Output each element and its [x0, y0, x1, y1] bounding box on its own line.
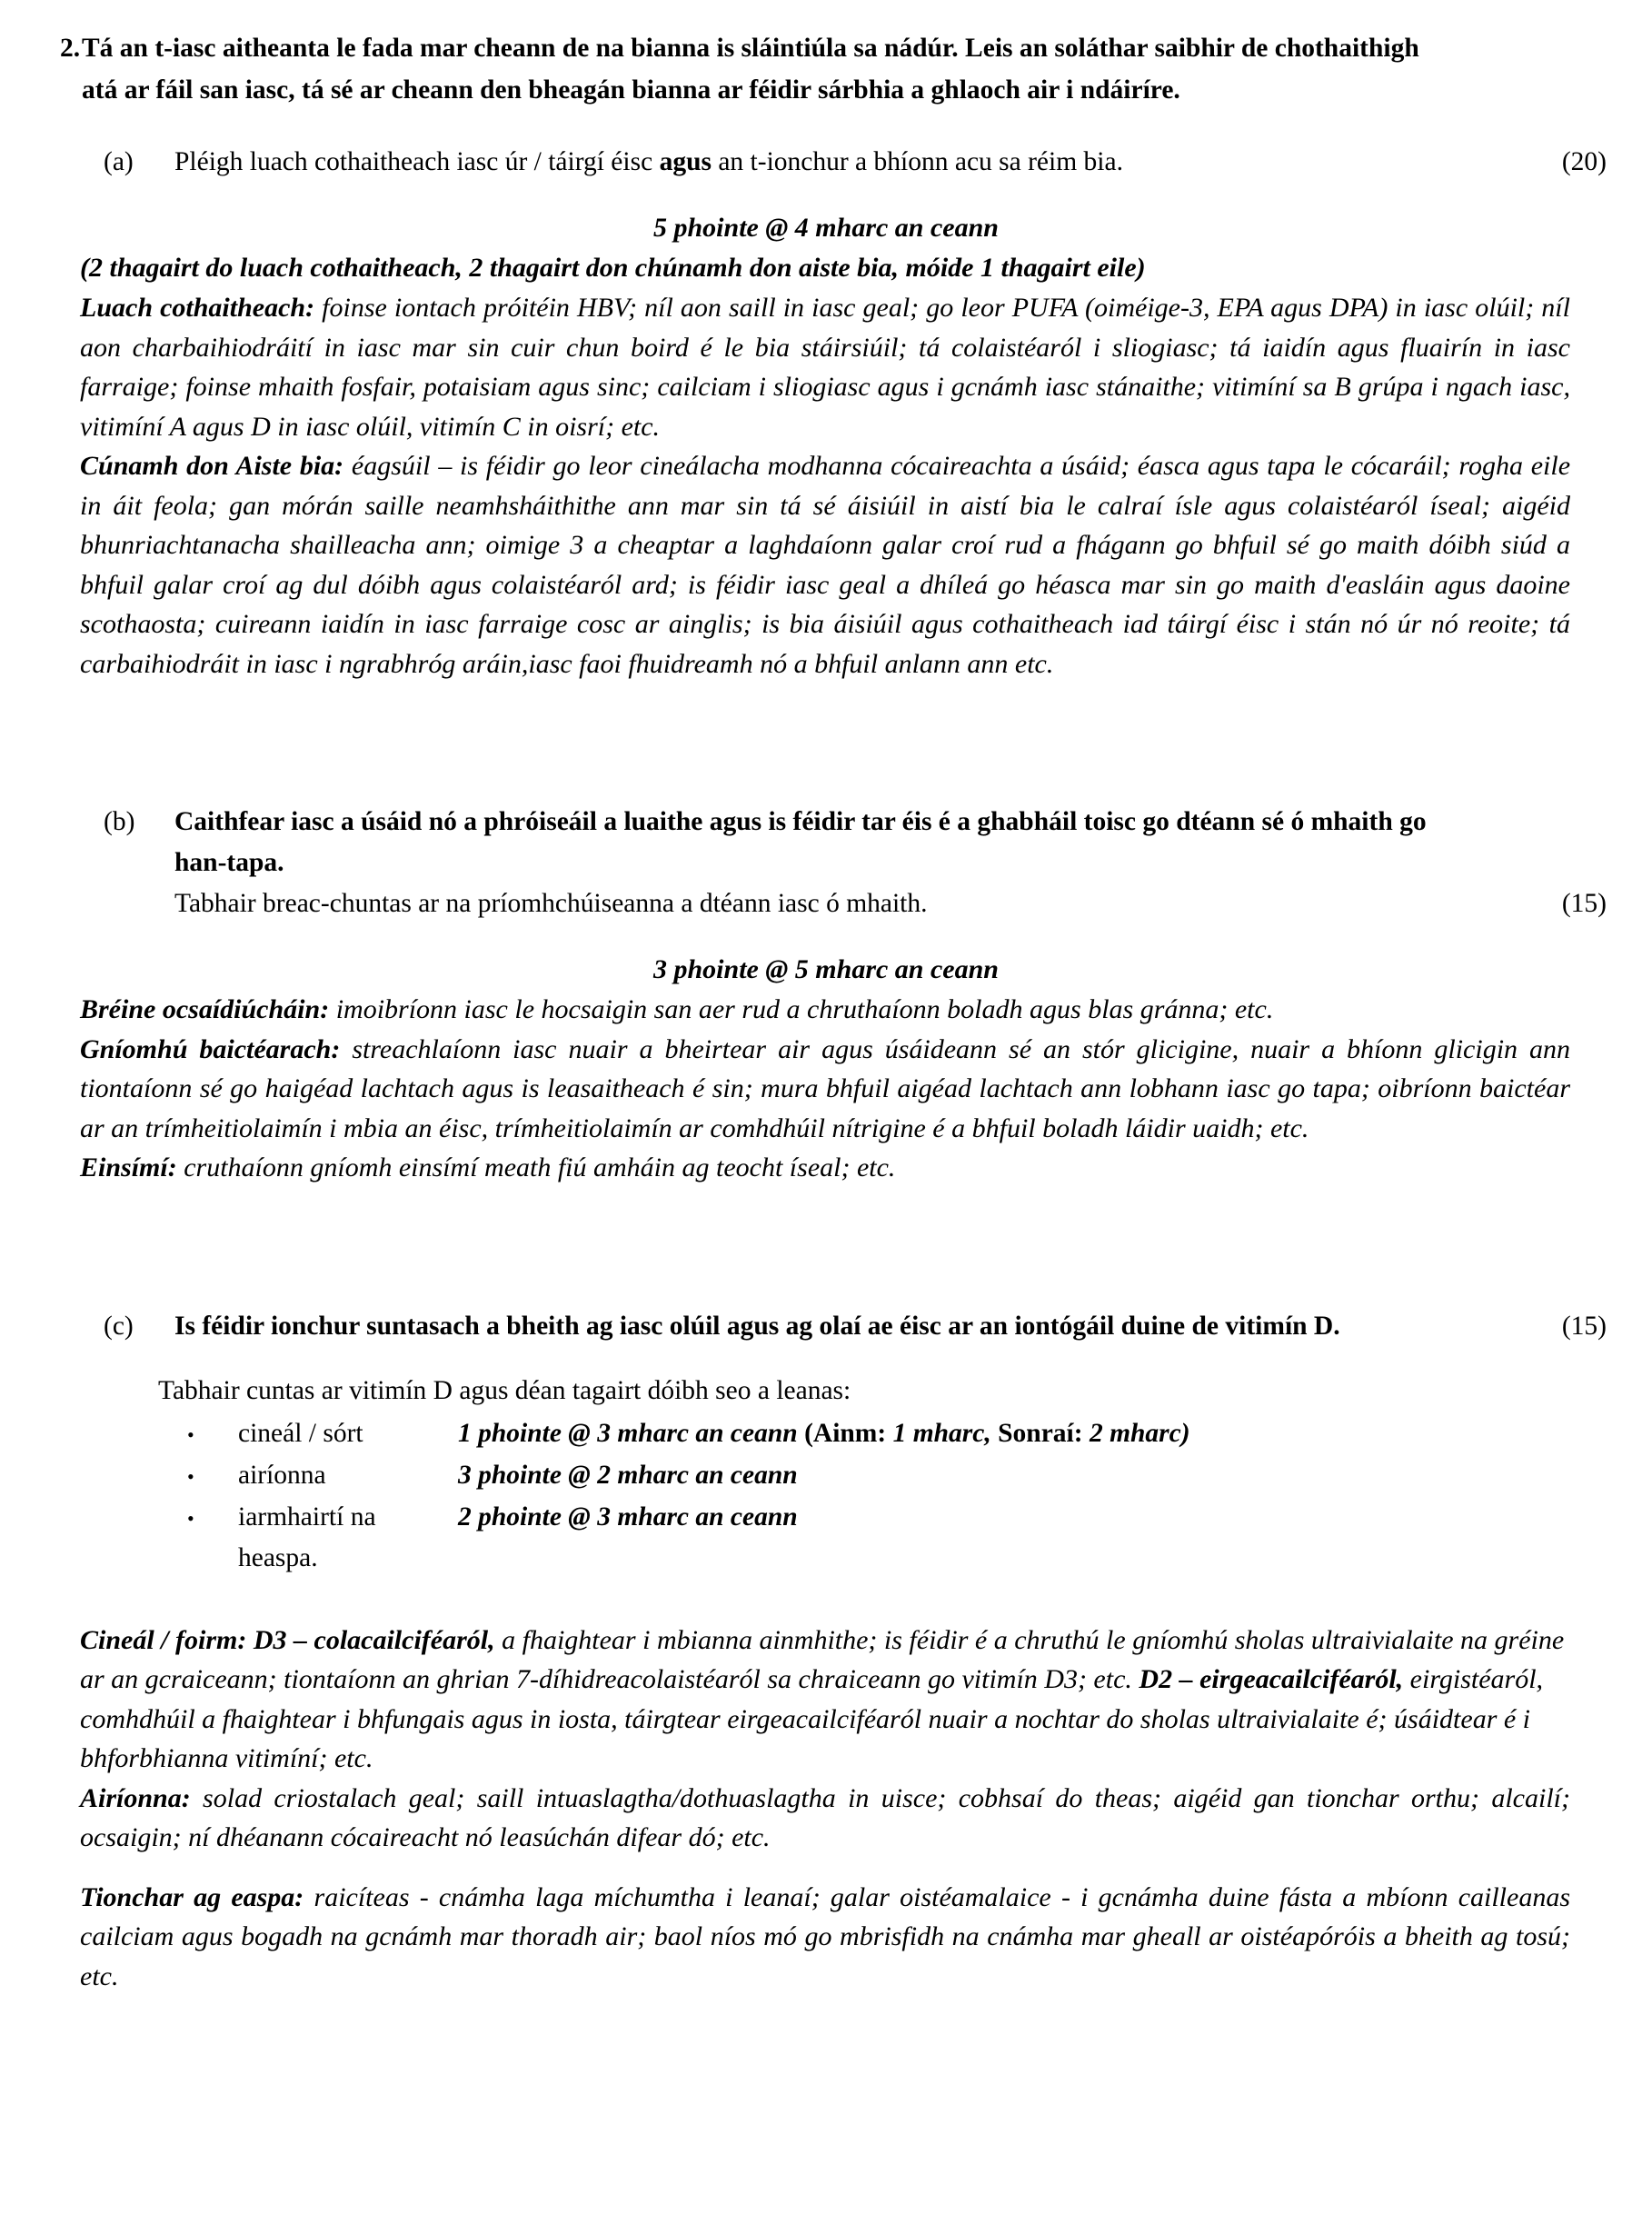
spacer-before-part-c-answers [25, 1579, 1627, 1621]
part-a-scheme-subheading: (2 thagairt do luach cothaitheach, 2 thagairt don chúnamh don aiste bia, móide 1 thagairt eile) [80, 253, 1146, 283]
bullet-suffix-bold-2: Sonraí: [990, 1418, 1083, 1448]
bullet-icon: • [187, 1506, 194, 1530]
part-c-marks-text: (15) [1561, 1311, 1607, 1341]
part-b-answer-3-lead: Einsímí: [80, 1152, 177, 1182]
part-c-answer-3 [25, 1878, 1627, 1997]
list-item [187, 1413, 1627, 1455]
spacer-before-last-answer [25, 1858, 1627, 1878]
part-c-bullet-list [25, 1413, 1627, 1579]
bullet-icon: • [187, 1464, 194, 1488]
part-c-answer-1 [25, 1621, 1627, 1779]
part-c-answer-1-body-2: eirgistéaról, comhdhúil a fhaightear i bhfungais agus in iosta, táirgtear eirgeacailciféaról nuair a nochtar do sholas ultraivialaite é; úsáidtear é i bhforbhianna vitimíní; etc. [80, 1664, 1544, 1773]
part-a-answer-2-body: éagsúil – is féidir go leor cineálacha modhanna cócaireachta a úsáid; éasca agus tapa le cócaráil; rogha eile in áit feola; gan mórán saille neamhsháithithe ann mar sin tá sé áisiúil in aistí bia le calraí ísle agus colaistéaról íseal; aigéid bhunriachtanacha shailleacha ann; oimige 3 a cheaptar a laghdaíonn galar croí rud a fhágann go bhfuil sé go maith dóibh siúd a bhfuil galar croí ag dul dóibh agus colaistéaról ard; is féidir iasc geal a dhíleá go héasca mar sin go maith d'easláin agus daoine scothaosta; cuireann iaidín in iasc farraige cosc ar ainglis; is bia áisiúil agus cothaitheach iad táirgí éisc i stán nó úr nó reoite; tá carbaihiodráit in iasc i ngrabhróg aráin,iasc faoi fhuidreamh nó a bhfuil anlann ann etc. [80, 451, 1571, 679]
bullet-mark: 2 phointe @ 3 mharc an ceann [458, 1502, 798, 1532]
part-a-marks: (20) [1561, 147, 1607, 176]
part-a-bold-word: agus [659, 147, 712, 176]
part-a-scheme-heading: 5 phointe @ 4 mharc an ceann [652, 213, 999, 243]
part-c-marks [1498, 1306, 1627, 1347]
list-item [187, 1455, 1627, 1497]
bullet-mark [458, 1413, 1627, 1454]
part-c-answer-2-body: solad criostalach geal; saill intuaslagtha/dothuaslagtha in uisce; cobhsaí do theas; aigéid gan tionchar orthu; alcailí; ocsaigin; ní dhéanann cócaireacht nó leasúchán difear dó; etc. [80, 1782, 1570, 1852]
bullet-suffix-italic-1: 1 mharc, [886, 1418, 991, 1448]
part-b-answer-1-body: imoibríonn iasc le hocsaigin san aer rud a chruthaíonn boladh agus blas gránna; etc. [329, 994, 1274, 1024]
part-a-text-after: an t-ionchur a bhíonn acu sa réim bia. [711, 147, 1123, 176]
part-b-instruction: Tabhair breac-chuntas ar na príomhchúiseanna a dtéann iasc ó mhaith. [174, 889, 928, 918]
spacer-after-part-b [25, 1188, 1627, 1275]
bullet-mark-value: 1 phointe @ 3 mharc an ceann [458, 1418, 798, 1448]
part-c-answer-1-body: a fhaightear i mbianna ainmhithe; is féidir é a chruthú le gníomhú sholas ultraivialaite na gréine ar an gcraiceann; tiontaíonn an ghrian 7-díhidreacolaistéaról sa chraiceann go vitimín D3; etc. [80, 1624, 1565, 1694]
part-b-answer-2 [25, 1030, 1627, 1149]
part-b-stem [174, 802, 1498, 924]
part-b-answer-2-lead: Gníomhú baictéarach: [80, 1033, 341, 1064]
part-b-answer-1 [25, 990, 1627, 1030]
part-b-label: (b) [104, 807, 135, 836]
question-number: 2. [60, 34, 81, 63]
bullet-mark: 3 phointe @ 2 mharc an ceann [458, 1460, 798, 1490]
part-c-answer-3-lead: Tionchar ag easpa: [80, 1881, 304, 1912]
part-a-answer-2-lead: Cúnamh don Aiste bia: [80, 451, 344, 481]
spacer-after-part-a [25, 683, 1627, 771]
part-b-scheme-heading: 3 phointe @ 5 mharc an ceann [652, 954, 999, 984]
part-c-lead-in: Tabhair cuntas ar vitimín D agus déan tagairt dóibh seo a leanas: [158, 1375, 851, 1405]
part-c-answer-3-body: raicíteas - cnámha laga míchumtha i leanaí; galar oistéamalaice - i gcnámha duine fásta a mbíonn cailleanas cailciam agus bogadh na gcnámh mar thoradh air; baol níos mó go mbrisfidh na cnámha mar gheall ar oistéapóróis a bheith ag tosú; etc. [80, 1881, 1570, 1991]
bullet-icon: • [187, 1422, 194, 1446]
part-c-answer-1-lead: Cineál / foirm: D3 – colacailciféaról, [80, 1624, 495, 1655]
part-b-answer-2-body: streachlaíonn iasc nuair a bheirtear air agus úsáideann sé an stór glicigine, nuair a bhíonn glicigin ann tiontaíonn sé go haigéad lachtach agus is leasaitheach é sin; mura bhfuil aigéad lachtach ann lobhann iasc go tapa; oibríonn baictéar ar an trímheitiolaimín i mbia an éisc, trímheitiolaimín ar comhdhúil nítrigine é a bhfuil boladh láidir uaidh; etc. [80, 1033, 1571, 1143]
part-a-row [25, 142, 1627, 183]
part-a-answer-1-lead: Luach cothaitheach: [80, 293, 315, 323]
part-a-text-before: Pléigh luach cothaitheach iasc úr / táirgí éisc [174, 147, 660, 176]
bullet-suffix-italic-2: 2 mharc) [1082, 1418, 1190, 1448]
bullet-suffix-bold-1: (Ainm: [797, 1418, 887, 1448]
bullet-label: airíonna [238, 1460, 326, 1490]
part-b-answer-3-body: cruthaíonn gníomh einsímí meath fiú amháin ag teocht íseal; etc. [176, 1152, 896, 1182]
question-header [25, 27, 1627, 111]
bullet-label: cineál / sórt [238, 1418, 363, 1448]
part-a-answer-1 [25, 288, 1627, 446]
bullet-label: iarmhairtí na heaspa. [238, 1502, 376, 1572]
part-b-stem-text: Caithfear iasc a úsáid nó a phróiseáil a luaithe agus is féidir tar éis é a ghabháil toisc go dtéann sé ó mhaith go han-tapa. [174, 807, 1427, 877]
part-c-answer-1-lead-2: D2 – eirgeacailciféaról, [1139, 1664, 1404, 1694]
part-b-marks [1498, 883, 1627, 924]
question-stem: Tá an t-iasc aitheanta le fada mar cheann de na bianna is sláintiúla sa nádúr. Leis an soláthar saibhir de chothaithigh atá ar fáil san iasc, tá sé ar cheann den bheagán bianna ar féidir sárbhia a ghlaoch air i ndáiríre. [82, 34, 1419, 105]
part-c-answer-2-lead: Airíonna: [80, 1782, 191, 1813]
part-b-marks-text: (15) [1561, 889, 1607, 918]
part-c-row [25, 1306, 1627, 1347]
part-a-answer-1-body: foinse iontach próitéin HBV; níl aon saill in iasc geal; go leor PUFA (oiméige-3, EPA agus DPA) in iasc olúil; níl aon charbaihiodráití in iasc mar sin cuir chun boird é le bia stáirsiúil; tá colaistéaról i sliogiasc; tá iaidín agus fluairín in iasc farraige; foinse mhaith fosfair, potaisiam agus sinc; cailciam i sliogiasc agus i gcnámh iasc stánaithe; vitimíní sa B grúpa i ngach iasc, vitimíní A agus D in iasc olúil, vitimín C in oisrí; etc. [80, 293, 1570, 442]
part-b-row [25, 802, 1627, 924]
part-b-answer-3 [25, 1148, 1627, 1188]
part-c-label: (c) [104, 1311, 134, 1341]
part-c-answer-2 [25, 1779, 1627, 1858]
list-item [187, 1497, 1627, 1579]
part-a-label: (a) [104, 147, 134, 176]
part-c-stem: Is féidir ionchur suntasach a bheith ag iasc olúil agus ag olaí ae éisc ar an iontógáil duine de vitimín D. [174, 1311, 1340, 1341]
part-a-text [174, 142, 1498, 183]
part-a-answer-2 [25, 446, 1627, 683]
part-b-answer-1-lead: Bréine ocsaídiúcháin: [80, 994, 330, 1024]
